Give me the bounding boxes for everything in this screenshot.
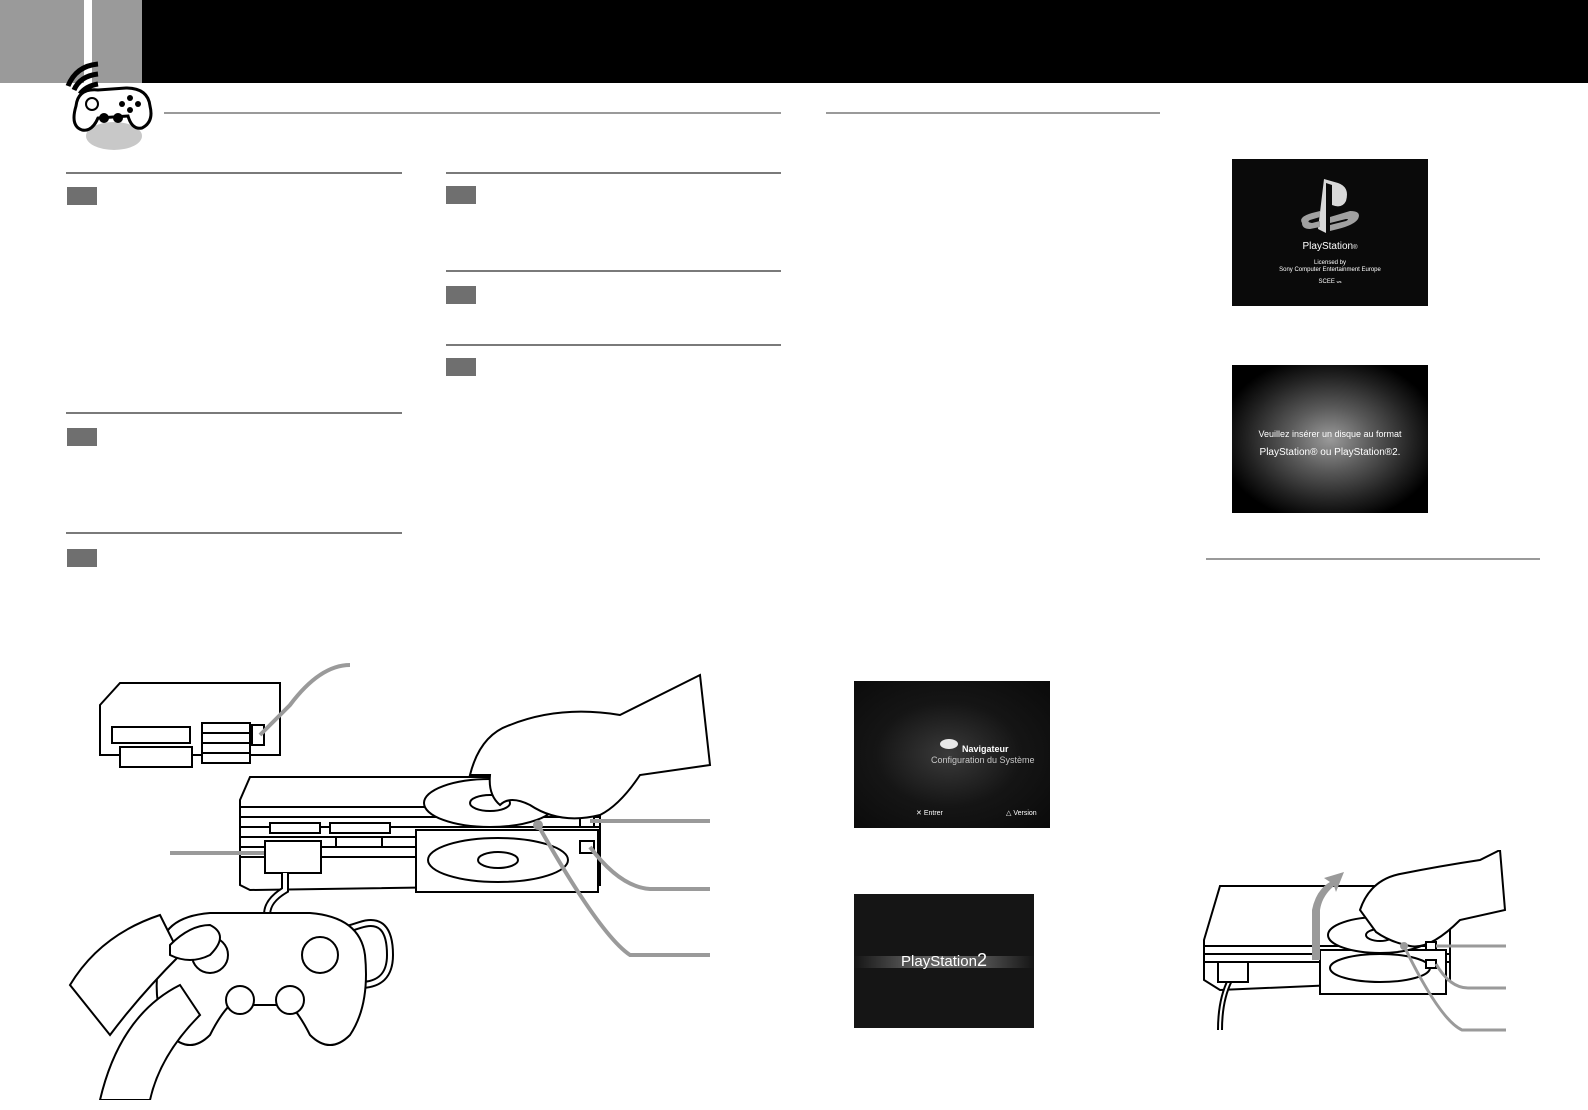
triangle-button-icon: △ [1006,810,1012,817]
console-setup-illustration [60,655,720,1100]
controller-icon [58,58,158,154]
step-marker-3 [67,549,97,567]
step-marker-6 [446,358,476,376]
section-rule-right [1206,558,1540,560]
menu-item-system-config: Configuration du Système [931,755,1035,765]
menu-enter-label: Entrer [923,810,943,817]
ps-brand-text: PlayStation [1302,241,1354,252]
disc-removal-illustration [1200,850,1510,1040]
controller-in-hands [70,913,366,1100]
ps-registered-mark: ® [1353,245,1358,251]
cross-button-icon: ✕ [916,810,922,817]
playstation-logo-icon [1298,177,1364,239]
screen-insert-disc [1232,365,1428,513]
screen-system-menu [854,681,1050,828]
console-rear-view [100,683,280,767]
step-rule-3 [66,532,402,534]
step-rule-4 [446,172,781,174]
ps2-brand-text: PlayStation [901,953,977,970]
step-rule-2 [66,412,402,414]
callout-line-eject [590,847,710,889]
menu-version-label: Version [1013,810,1037,817]
disc-in-hand [424,675,710,827]
menu-swirl-icon [940,739,958,749]
step-marker-1 [67,187,97,205]
controller-connector [265,841,321,873]
step-rule-1 [66,172,402,174]
ps-licensed-line: Licensed by [1313,260,1347,266]
insert-disc-line1: Veuillez insérer un disque au format [1258,429,1402,439]
step-rule-5 [446,270,781,272]
title-rule-middle [826,112,1160,114]
step-rule-6 [446,344,781,346]
step-marker-4 [446,186,476,204]
title-rule-left [164,112,781,114]
step-marker-2 [67,428,97,446]
step-marker-5 [446,286,476,304]
ps-code-text: SCEE [1318,279,1335,285]
ps-scee-line: Sony Computer Entertainment Europe [1279,267,1381,273]
menu-item-navigator: Navigateur [962,744,1009,754]
ps2-suffix-text: 2 [976,950,987,970]
connector-small [1218,962,1248,982]
ps-code-suffix: ws [1336,279,1342,284]
header-bar [142,0,1588,83]
callout-dot-disc [533,820,543,830]
insert-disc-line2: PlayStation® ou PlayStation®2. [1259,447,1401,458]
screen-ps2-logo [854,894,1034,1028]
screen-ps-logo [1232,159,1428,306]
